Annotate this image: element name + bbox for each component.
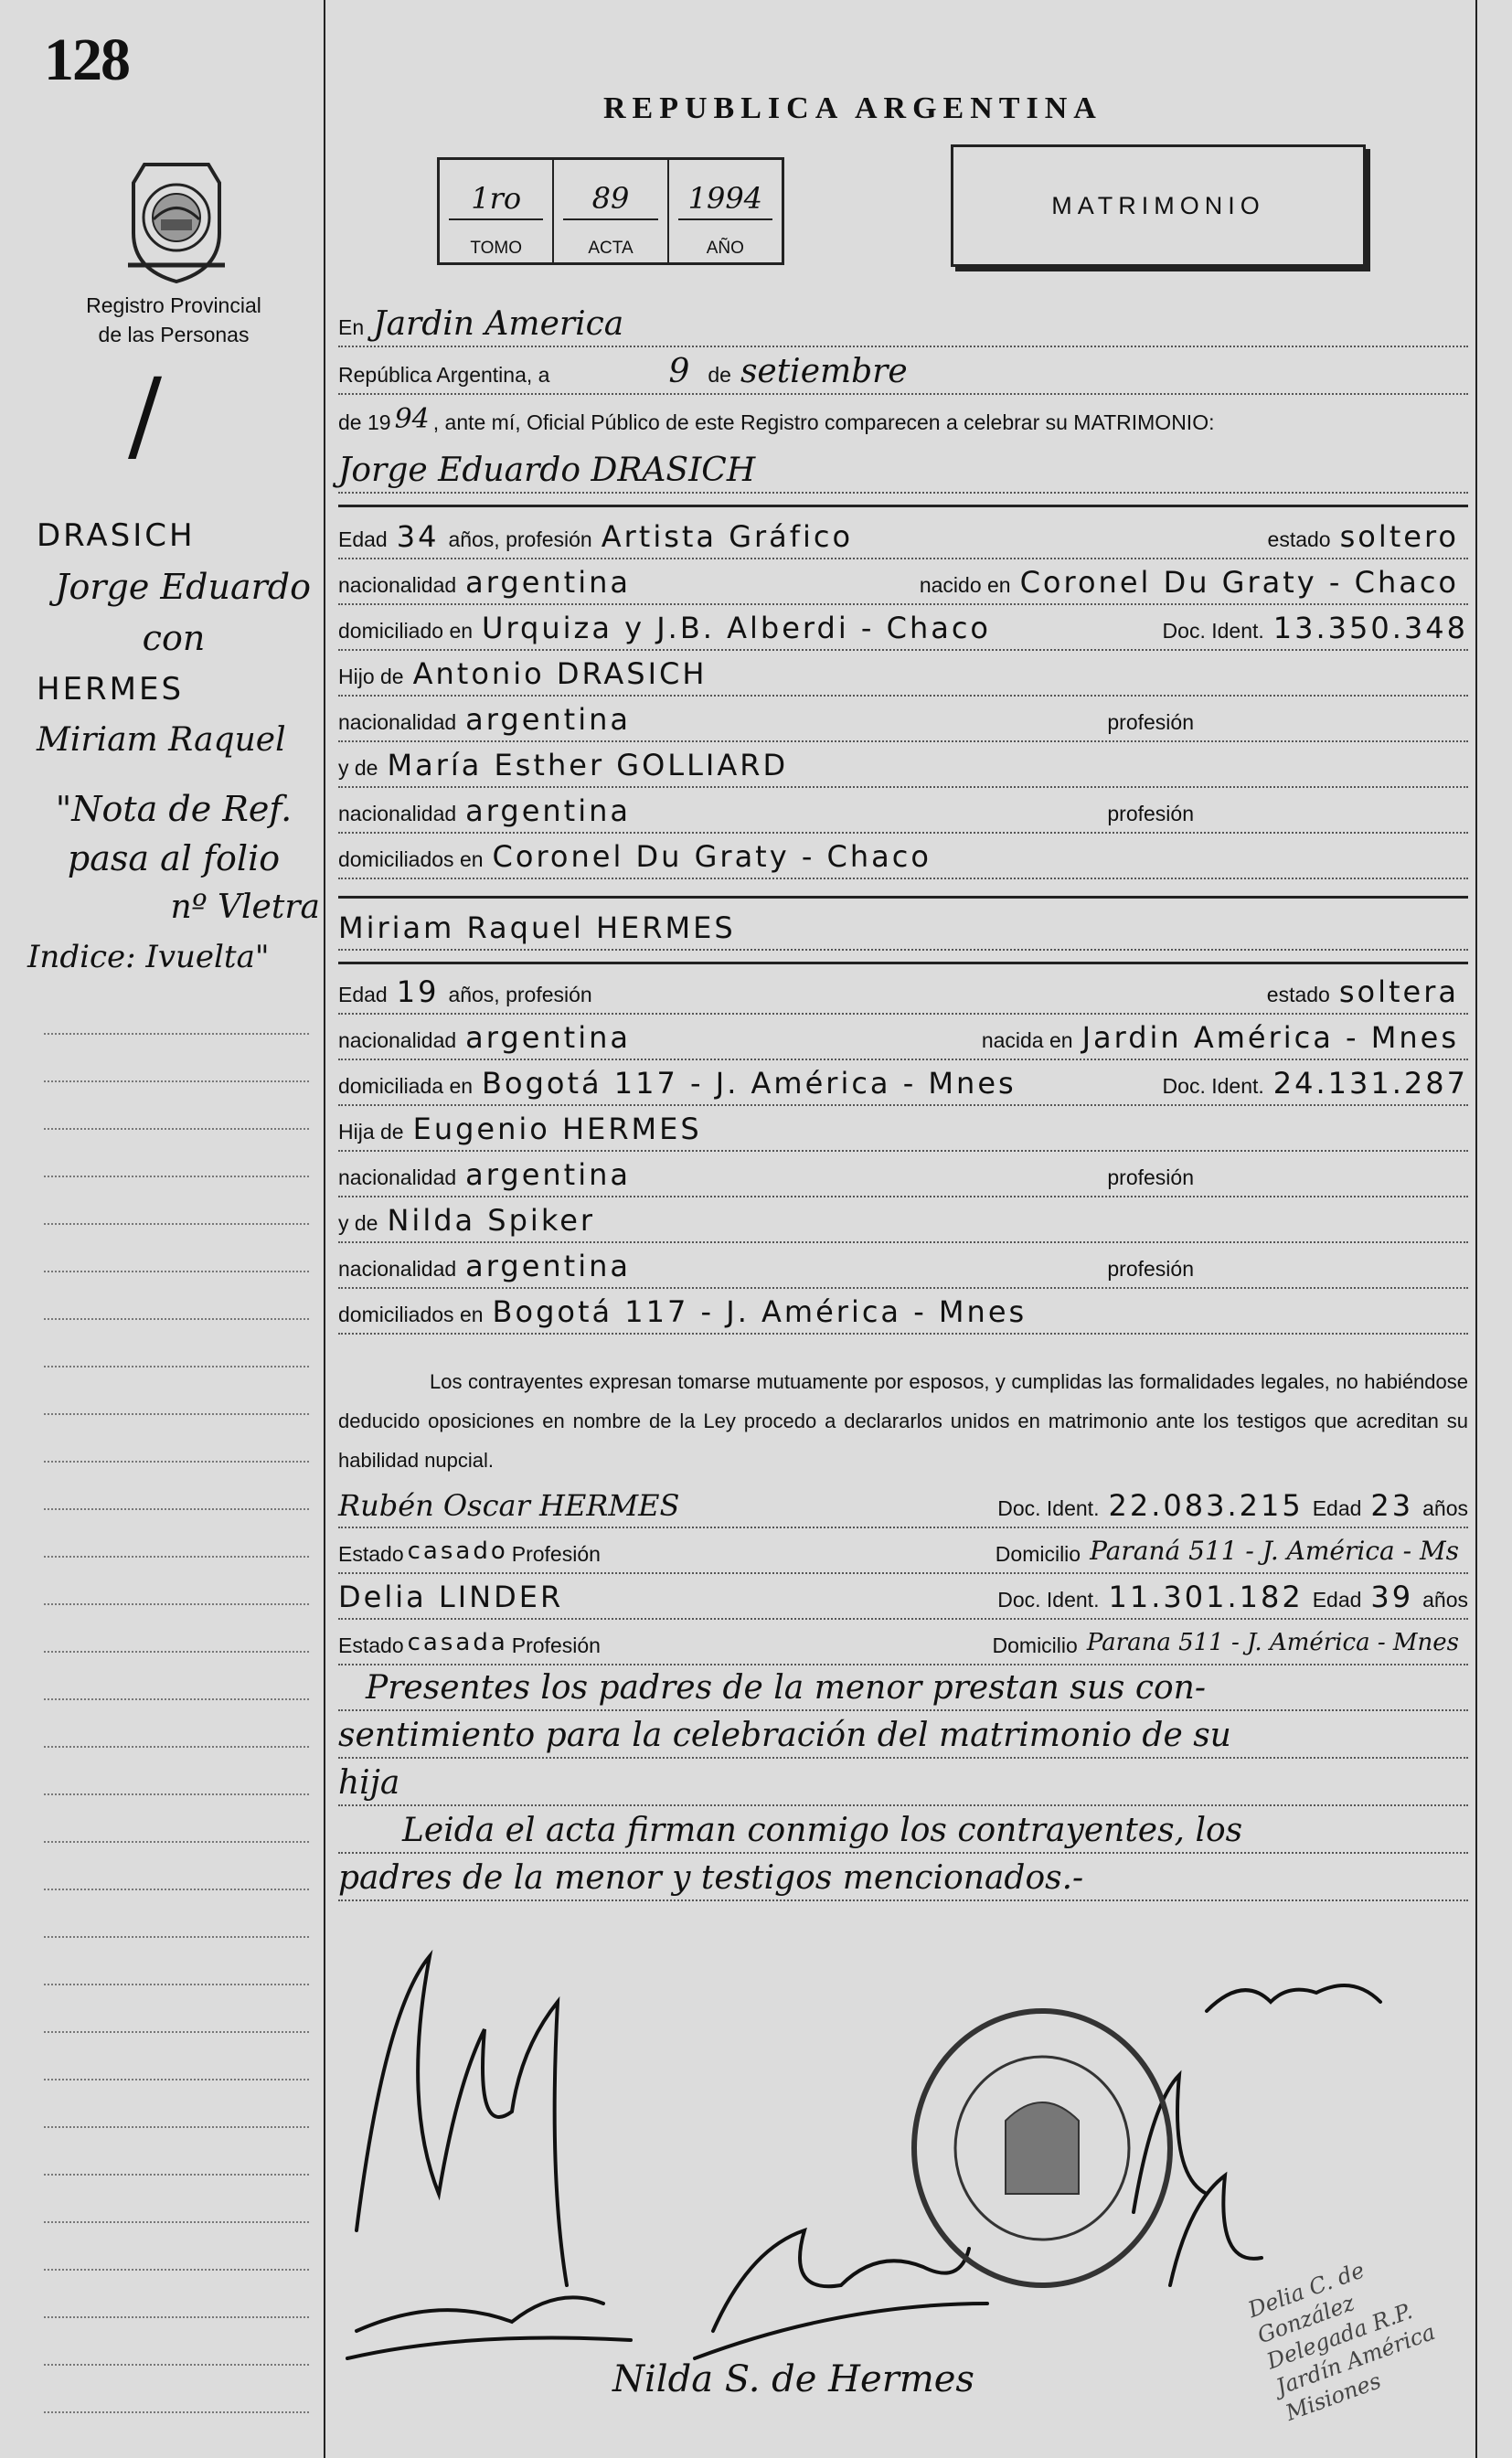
margin-reference-note: "Nota de Ref. pasa al folio nº Vletra Indice: Ivuelta" [27,789,320,975]
note-line-1: Presentes los padres de la menor prestan sus con- [338,1664,1468,1711]
witness1-name-line: Rubén Oscar HERMES Doc. Ident. 22.083.215 Edad 23 años [338,1481,1468,1528]
groom-name-line: Jorge Eduardo DRASICH [338,446,1468,494]
groom-nationality-line: nacionalidad argentina nacido en Coronel Du Graty - Chaco [338,558,1468,605]
witness-signature [1134,2075,1262,2285]
groom-parents-address-line: domiciliados en Coronel Du Graty - Chaco [338,832,1468,879]
acta-cell: 89 ACTA [554,160,668,262]
margin-summary: DRASICH Jorge Eduardo con HERMES Miriam Raquel [37,517,311,759]
anio-cell: 1994 AÑO [669,160,782,262]
bride-father-nationality-line: nacionalidad argentina profesión [338,1150,1468,1197]
margin-ruled-lines [44,987,309,2413]
bride-age-line: Edad 19 años, profesión estado soltera [338,967,1468,1015]
country-title: REPUBLICA ARGENTINA [603,91,1102,125]
page-number: 128 [44,27,129,93]
closing-line-2: padres de la menor y testigos mencionados.- [338,1854,1468,1901]
official-stamp-icon [914,2011,1170,2285]
groom-father-nationality-line: nacionalidad argentina profesión [338,695,1468,742]
margin-divider [324,0,325,2458]
year-line: de 19 94 , ante mí, Oficial Público de este Registro comparecen a celebrar su MATRIMONIO: [338,403,1215,435]
guarantor-signature [347,2297,631,2358]
record-reference-box [437,157,784,265]
mother-signature: Nilda S. de Hermes [612,2358,974,2400]
bride-nationality-line: nacionalidad argentina nacida en Jardin América - Mnes [338,1013,1468,1060]
document-type-box: MATRIMONIO [951,144,1366,267]
bride-parents-address-line: domiciliados en Bogotá 117 - J. América - Mnes [338,1287,1468,1335]
date-line: República Argentina, a 9 de setiembre [338,347,1468,395]
groom-mother-nationality-line: nacionalidad argentina profesión [338,786,1468,834]
note-line-3: hija [338,1759,1468,1806]
official-stamp-text: Delia C. de González Delegada R.P. Jardín América Misiones [1244,2257,1439,2426]
bride-mother-nationality-line: nacionalidad argentina profesión [338,1241,1468,1289]
bride-mother-line: y de Nilda Spiker [338,1196,1468,1243]
groom-address-line: domiciliado en Urquiza y J.B. Alberdi - Chaco Doc. Ident. 13.350.348 [338,603,1468,651]
witness2-name-line: Delia LINDER Doc. Ident. 11.301.182 Edad 39 años [338,1572,1468,1620]
note-line-2: sentimiento para la celebración del matrimonio de su [338,1711,1468,1759]
place-line: En Jardin America [338,300,1468,347]
registry-name: Registro Provincial de las Personas [86,293,261,346]
witness1-details-line: Estado casado Profesión Domicilio Paraná 511 - J. América - Ms [338,1527,1468,1574]
father-signature [695,2230,987,2358]
place-value: Jardin America [373,305,624,343]
declaration-paragraph: Los contrayentes expresan tomarse mutuamente por esposos, y cumplidas las formalidades legales, no habiéndose deducido oposiciones en nombre de la Ley procedo a declararlos unidos en matrimonio ante los testigos que acreditan su habilidad nupcial. [338,1370,1468,1472]
closing-line-1: Leida el acta firman conmigo los contrayentes, los [338,1806,1468,1854]
groom-father-line: Hijo de Antonio DRASICH [338,649,1468,697]
officer-signature [1207,1985,1380,2011]
bride-father-line: Hija de Eugenio HERMES [338,1104,1468,1152]
margin-mark: / [128,356,163,474]
groom-age-line: Edad 34 años, profesión Artista Gráfico estado soltero [338,512,1468,559]
tomo-cell: 1ro TOMO [440,160,554,262]
groom-signature [357,1956,567,2285]
province-seal-icon [108,146,245,283]
witness2-details-line: Estado casada Profesión Domicilio Parana 511 - J. América - Mnes [338,1618,1468,1665]
groom-mother-line: y de María Esther GOLLIARD [338,740,1468,788]
bride-address-line: domiciliada en Bogotá 117 - J. América - Mnes Doc. Ident. 24.131.287 [338,1059,1468,1106]
bride-name-line: Miriam Raquel HERMES [338,903,1468,951]
